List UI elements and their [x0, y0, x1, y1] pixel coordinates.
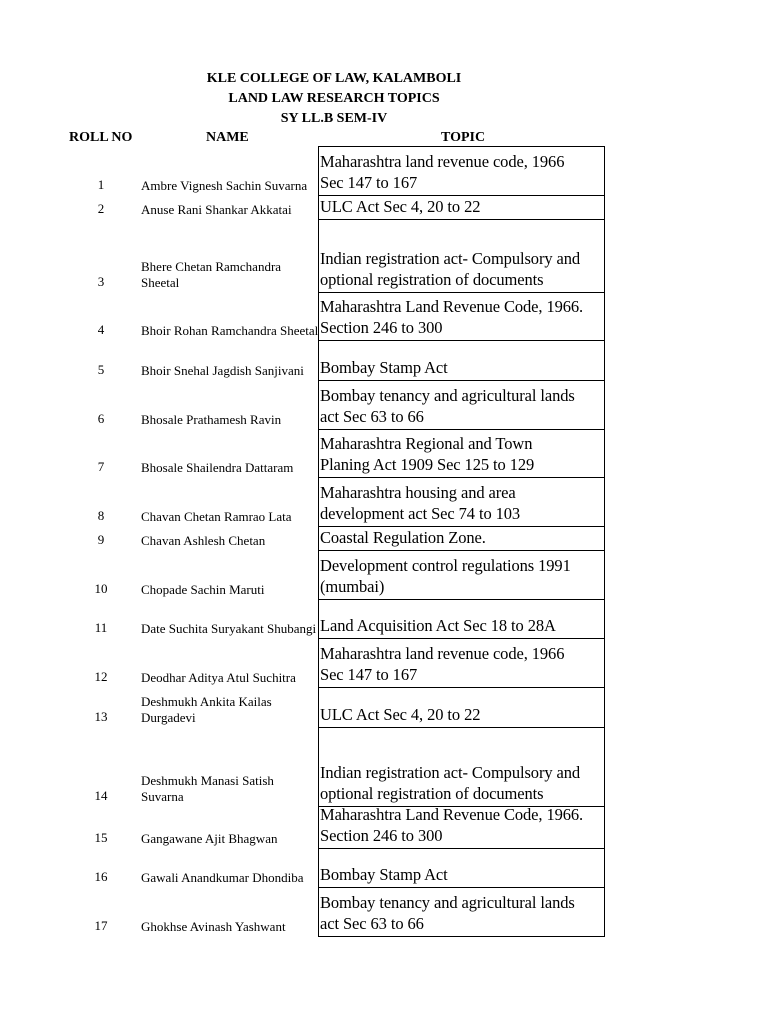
topic-cell [318, 430, 605, 478]
class-label: SY LL.B SEM-IV [280, 111, 388, 126]
college-title: KLE COLLEGE OF LAW, KALAMBOLI [206, 71, 462, 86]
topic-cell [318, 478, 605, 527]
student-name: Ghokhse Avinash Yashwant [141, 919, 286, 934]
research-topic: Maharashtra land revenue code, 1966 Sec 147 to 167 [320, 644, 565, 684]
student-name: Bhosale Shailendra Dattaram [141, 460, 294, 475]
roll-number: 7 [97, 459, 105, 474]
roll-number: 11 [94, 620, 108, 635]
roll-number: 13 [94, 709, 108, 724]
research-topic: Maharashtra Regional and Town Planing Act 1909 Sec 125 to 129 [320, 434, 535, 474]
table-row [0, 551, 768, 600]
table-row [0, 341, 768, 381]
topic-cell [318, 849, 605, 888]
topic-cell [318, 341, 605, 381]
research-topic: Maharashtra housing and area development act Sec 74 to 103 [320, 483, 521, 523]
table-row [0, 600, 768, 639]
student-name: Chopade Sachin Maruti [141, 582, 265, 597]
research-topic: ULC Act Sec 4, 20 to 22 [320, 704, 481, 724]
topic-column-header: TOPIC [441, 130, 486, 145]
roll-number: 8 [97, 508, 105, 523]
topic-cell [318, 381, 605, 430]
roll-number: 10 [94, 581, 108, 596]
research-topic: Indian registration act- Compulsory and optional registration of documents [320, 763, 581, 803]
student-name: Ambre Vignesh Sachin Suvarna [141, 178, 308, 193]
roll-number: 9 [97, 532, 105, 547]
student-name: Deshmukh Manasi Satish Suvarna [141, 773, 274, 804]
table-row [0, 688, 768, 728]
table-row [0, 849, 768, 888]
student-name: Bhere Chetan Ramchandra Sheetal [141, 259, 282, 290]
table-row [0, 478, 768, 527]
roll-number: 6 [97, 411, 105, 426]
student-name: Deodhar Aditya Atul Suchitra [141, 670, 296, 685]
roll-number: 1 [97, 177, 105, 192]
student-name: Chavan Ashlesh Chetan [141, 533, 266, 548]
roll-number: 12 [94, 669, 108, 684]
research-topic: Bombay Stamp Act [320, 357, 448, 377]
topic-cell [318, 196, 605, 220]
topic-cell [318, 807, 605, 849]
student-name: Chavan Chetan Ramrao Lata [141, 509, 292, 524]
roll-no-column-header: ROLL NO [69, 130, 133, 145]
research-topic: Land Acquisition Act Sec 18 to 28A [320, 615, 556, 635]
table-row [0, 293, 768, 341]
table-row [0, 728, 768, 807]
research-topic: Maharashtra Land Revenue Code, 1966. Section 246 to 300 [320, 297, 584, 337]
student-name: Bhosale Prathamesh Ravin [141, 412, 282, 427]
research-topic: Bombay tenancy and agricultural lands act Sec 63 to 66 [320, 386, 575, 426]
topic-cell [318, 639, 605, 688]
name-column-header: NAME [206, 130, 249, 145]
research-topic: Maharashtra land revenue code, 1966 Sec 147 to 167 [320, 152, 565, 192]
topic-cell [318, 146, 605, 196]
roll-number: 5 [97, 362, 105, 377]
topic-cell [318, 220, 605, 293]
research-topic: Indian registration act- Compulsory and optional registration of documents [320, 249, 581, 289]
roll-number: 4 [97, 322, 105, 337]
topic-cell [318, 728, 605, 807]
table-row [0, 381, 768, 430]
topic-cell [318, 600, 605, 639]
table-row [0, 527, 768, 551]
table-row [0, 196, 768, 220]
research-topic: ULC Act Sec 4, 20 to 22 [320, 196, 481, 216]
table-row [0, 220, 768, 293]
research-topic: Coastal Regulation Zone. [320, 527, 486, 547]
table-row [0, 430, 768, 478]
table-row [0, 639, 768, 688]
student-name: Anuse Rani Shankar Akkatai [141, 202, 292, 217]
research-topic: Bombay tenancy and agricultural lands act Sec 63 to 66 [320, 893, 575, 933]
document-subject: LAND LAW RESEARCH TOPICS [228, 91, 440, 106]
student-name: Date Suchita Suryakant Shubangi [141, 621, 317, 636]
topic-cell [318, 551, 605, 600]
roll-number: 15 [94, 830, 108, 845]
topic-cell [318, 888, 605, 937]
student-name: Gawali Anandkumar Dhondiba [141, 870, 304, 885]
research-topic: Maharashtra Land Revenue Code, 1966. Section 246 to 300 [320, 805, 584, 845]
table-row [0, 807, 768, 849]
topic-cell [318, 688, 605, 728]
roll-number: 16 [94, 869, 108, 884]
topic-cell [318, 527, 605, 551]
table-row [0, 888, 768, 937]
roll-number: 2 [97, 201, 105, 216]
research-topic: Bombay Stamp Act [320, 864, 448, 884]
student-name: Gangawane Ajit Bhagwan [141, 831, 278, 846]
student-name: Deshmukh Ankita Kailas Durgadevi [141, 694, 272, 725]
roll-number: 3 [97, 274, 105, 289]
student-name: Bhoir Rohan Ramchandra Sheetal [141, 323, 319, 338]
student-name: Bhoir Snehal Jagdish Sanjivani [141, 363, 304, 378]
table-row [0, 146, 768, 196]
roll-number: 14 [94, 788, 108, 803]
roll-number: 17 [94, 918, 108, 933]
research-topic: Development control regulations 1991 (mumbai) [320, 556, 571, 596]
topic-cell [318, 293, 605, 341]
